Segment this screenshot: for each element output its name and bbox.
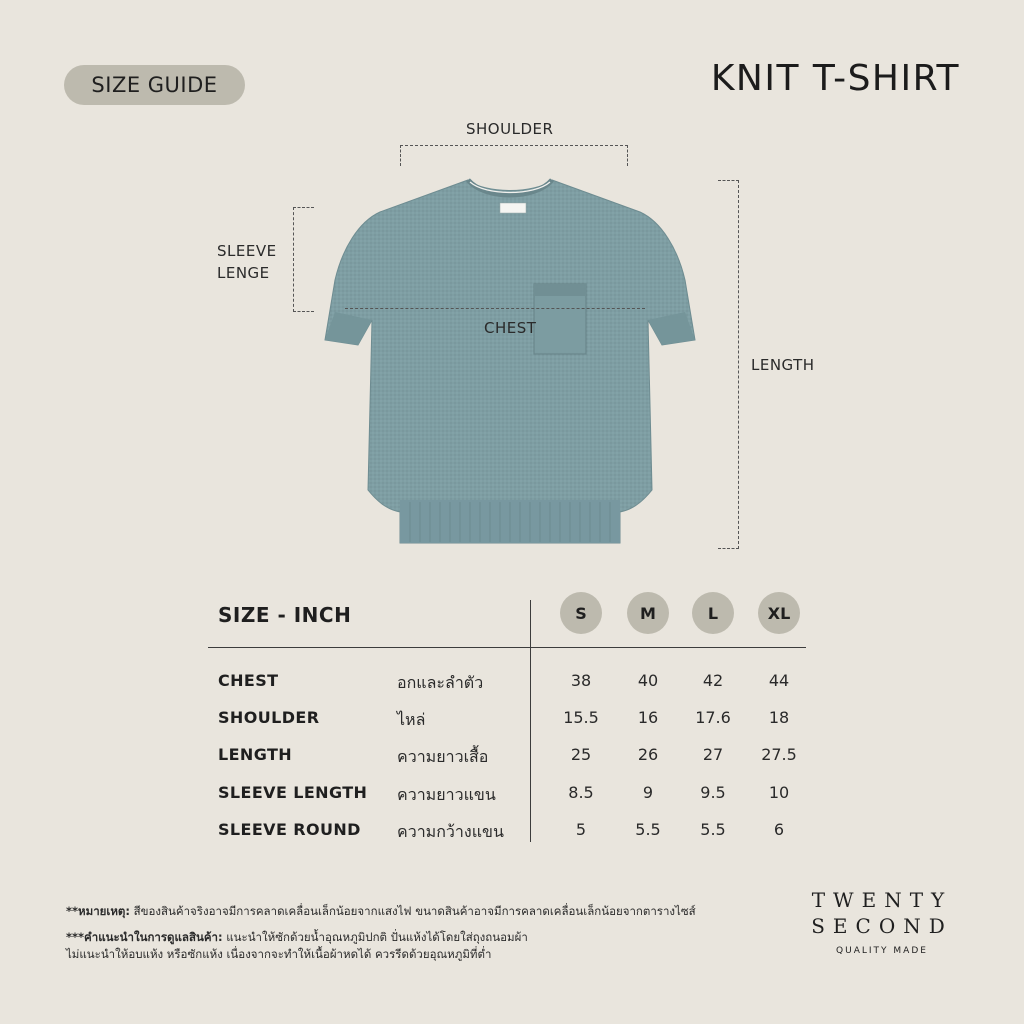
note-disclaimer-text: สีของสินค้าจริงอาจมีการคลาดเคลื่อนเล็กน้อยจากแสงไฟ ขนาดสินค้าอาจมีการคลาดเคลื่อนเล็กน้อยจากตารางไซส์ (129, 904, 696, 918)
table-heading: SIZE - INCH (218, 603, 352, 627)
table-cell: 27.5 (761, 745, 797, 764)
sleeve-label-line1: SLEEVE (217, 242, 277, 260)
note-disclaimer (66, 903, 696, 921)
row-thai-sleeve-length: ความยาวแขน (397, 785, 496, 804)
chest-measure-line (345, 308, 645, 309)
table-cell: 10 (768, 783, 790, 802)
sleeve-label-line2: LENGE (217, 264, 270, 282)
brand-name-line1: TWENTY (811, 888, 953, 912)
size-header-s: S (560, 592, 602, 634)
chest-measure-label: CHEST (484, 319, 537, 337)
table-cell: 27 (702, 745, 724, 764)
note-care-text: แนะนำให้ซักด้วยน้ำอุณหภูมิปกติ ปั่นแห้งได้โดยใส่ถุงถนอมผ้า (222, 930, 528, 944)
table-cell: 44 (768, 671, 790, 690)
note-care-continued: ไม่แนะนำให้อบแห้ง หรือซักแห้ง เนื่องจากจะทำให้เนื้อผ้าหดได้ ควรรีดด้วยอุณหภูมิที่ต่ำ (66, 947, 492, 961)
size-header-xl: XL (758, 592, 800, 634)
sleeve-measure-line (293, 207, 314, 312)
table-cell: 5.5 (635, 820, 661, 839)
length-measure-line (718, 180, 739, 549)
table-cell: 5 (575, 820, 587, 839)
shoulder-measure-line (400, 145, 628, 166)
row-thai-shoulder: ไหล่ (397, 710, 426, 729)
table-cell: 6 (773, 820, 785, 839)
brand-tagline: QUALITY MADE (836, 946, 928, 956)
row-label-length: LENGTH (218, 745, 293, 764)
table-cell: 9 (642, 783, 654, 802)
note-care (66, 929, 528, 947)
length-measure-label: LENGTH (751, 356, 815, 374)
table-cell: 9.5 (700, 783, 726, 802)
size-header-m: M (627, 592, 669, 634)
table-cell: 42 (702, 671, 724, 690)
row-label-chest: CHEST (218, 671, 279, 690)
table-cell: 40 (637, 671, 659, 690)
table-cell: 8.5 (568, 783, 594, 802)
table-cell: 25 (570, 745, 592, 764)
row-thai-length: ความยาวเสื้อ (397, 747, 489, 766)
page-title: KNIT T-SHIRT (710, 58, 960, 99)
table-cell: 26 (637, 745, 659, 764)
sleeve-measure-label (217, 240, 277, 284)
row-thai-sleeve-round: ความกว้างแขน (397, 822, 504, 841)
note-care-heading: ***คำแนะนำในการดูแลสินค้า: (66, 930, 223, 944)
shoulder-measure-label: SHOULDER (466, 120, 554, 138)
row-label-sleeve-round: SLEEVE ROUND (218, 820, 361, 839)
size-guide-badge: SIZE GUIDE (64, 65, 245, 105)
brand-name-line2: SECOND (811, 914, 953, 938)
table-cell: 15.5 (563, 708, 599, 727)
size-header-l: L (692, 592, 734, 634)
table-cell: 5.5 (700, 820, 726, 839)
table-cell: 18 (768, 708, 790, 727)
row-thai-chest: อกและลำตัว (397, 673, 484, 692)
knit-tshirt-illustration (300, 160, 720, 560)
row-label-sleeve-length: SLEEVE LENGTH (218, 783, 368, 802)
table-cell: 38 (570, 671, 592, 690)
table-divider-vertical (530, 600, 531, 842)
table-cell: 17.6 (695, 708, 731, 727)
row-label-shoulder: SHOULDER (218, 708, 320, 727)
note-disclaimer-heading: **หมายเหตุ: (66, 904, 130, 918)
table-divider-horizontal (208, 647, 806, 648)
brand-logo (792, 888, 972, 956)
table-cell: 16 (637, 708, 659, 727)
